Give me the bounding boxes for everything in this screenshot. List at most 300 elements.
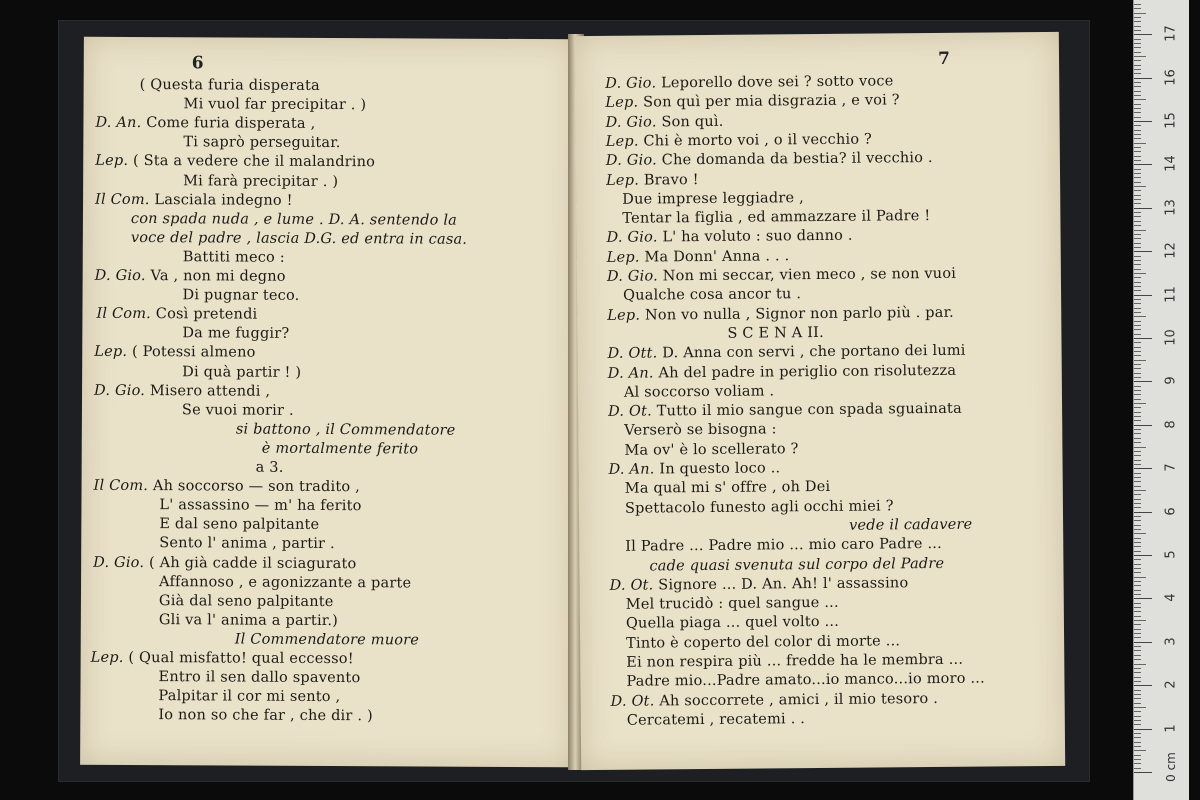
ruler-tick — [1134, 164, 1152, 165]
line-text: Ma qual mi s' offre , oh Dei — [624, 479, 831, 498]
ruler-tick — [1134, 672, 1141, 673]
right-page — [575, 32, 1065, 770]
ruler-tick — [1134, 43, 1141, 44]
ruler-tick — [1134, 17, 1141, 18]
ruler-tick — [1134, 134, 1141, 135]
ruler-tick — [1134, 125, 1141, 126]
ruler-cm-label: 14 — [1163, 155, 1179, 173]
ruler-tick — [1134, 564, 1141, 565]
text-line — [183, 287, 300, 305]
text-line — [610, 575, 909, 595]
ruler-cm-label: 13 — [1163, 199, 1179, 216]
speaker-name: Lep. — [605, 172, 644, 189]
ruler-cm-label: 9 — [1163, 376, 1179, 386]
line-text: vede il cadavere — [849, 516, 973, 534]
line-text: Va , non mi degno — [150, 268, 286, 285]
ruler-tick — [1134, 182, 1141, 183]
text-line — [605, 113, 723, 131]
text-line — [609, 460, 781, 478]
ruler-tick — [1134, 260, 1141, 261]
ruler-tick — [1134, 299, 1141, 300]
speaker-name: Lep. — [605, 133, 644, 150]
text-line — [91, 650, 354, 668]
line-text: Misero attendi , — [149, 382, 271, 400]
ruler-tick — [1134, 568, 1141, 569]
ruler-tick — [1134, 737, 1141, 738]
line-text: ( Qual misfatto! qual eccesso! — [128, 649, 354, 668]
ruler-tick — [1134, 468, 1152, 469]
line-text: Sento l' anima , partir . — [159, 535, 335, 553]
ruler-tick — [1134, 603, 1141, 604]
line-text: Il Commendatore muore — [234, 631, 420, 649]
line-text: Tutto il mio sangue con spada sguainata — [656, 400, 962, 420]
ruler-cm-label: 7 — [1163, 463, 1179, 472]
ruler-tick — [1134, 590, 1141, 591]
ruler-tick — [1134, 208, 1152, 209]
ruler-tick — [1134, 481, 1141, 482]
line-text: Mel trucidò : quel sangue ... — [625, 594, 839, 613]
ruler-tick — [1134, 685, 1152, 686]
speaker-name: D. An. — [608, 461, 660, 478]
line-text: Due imprese leggiadre , — [622, 189, 804, 208]
text-line — [624, 422, 777, 440]
ruler-tick — [1134, 334, 1141, 335]
ruler-tick — [1134, 711, 1141, 712]
ruler-tick — [1134, 173, 1141, 174]
text-line — [159, 516, 319, 534]
speaker-name: Lep. — [606, 249, 645, 266]
ruler-tick — [1134, 542, 1141, 543]
line-text: ( Questa furia disperata — [139, 77, 320, 94]
ruler-tick — [1134, 503, 1141, 504]
speaker-name: D. Gio. — [93, 554, 150, 571]
ruler-tick — [1134, 78, 1152, 79]
ruler-tick — [1134, 451, 1141, 452]
ruler-tick — [1134, 681, 1141, 682]
ruler-tick — [1134, 581, 1141, 582]
ruler-tick — [1134, 473, 1141, 474]
ruler-cm-label: 2 — [1163, 680, 1179, 689]
ruler-tick — [1134, 512, 1152, 513]
speaker-name: Lep. — [607, 307, 646, 324]
line-text: Non mi seccar, vien meco , se non vuoi — [662, 265, 957, 285]
line-text: è mortalmente ferito — [261, 440, 419, 458]
line-text: Palpitar il cor mi sento , — [158, 688, 341, 706]
ruler-tick — [1134, 34, 1152, 35]
speaker-name: Lep. — [90, 649, 129, 666]
speaker-name: D. Gio. — [605, 113, 662, 131]
text-line — [131, 230, 467, 249]
line-text: Mi farà precipitar . ) — [183, 172, 339, 190]
ruler-tick — [1134, 216, 1141, 217]
text-line — [94, 344, 255, 362]
ruler-cm-label: 6 — [1163, 506, 1179, 516]
ruler-tick — [1134, 664, 1146, 665]
line-text: Non vo nulla , Signor non parlo più . par. — [644, 304, 955, 324]
line-text: Tentar la figlia , ed ammazzare il Padre ! — [622, 208, 931, 227]
ruler-tick — [1134, 355, 1141, 356]
ruler-tick — [1134, 533, 1146, 534]
ruler-tick — [1134, 607, 1141, 608]
ruler-tick — [1134, 69, 1141, 70]
ruler-tick — [1134, 190, 1141, 191]
ruler-tick — [1134, 21, 1141, 22]
ruler-tick — [1134, 251, 1152, 252]
ruler-tick — [1134, 655, 1141, 656]
ruler-tick — [1134, 277, 1141, 278]
ruler-tick — [1134, 460, 1141, 461]
ruler-tick — [1134, 703, 1141, 704]
speaker-name: D. Ot. — [609, 577, 659, 594]
ruler-tick — [1134, 256, 1141, 257]
right-page-text — [575, 72, 1059, 729]
speaker-name: D. An. — [607, 364, 659, 382]
speaker-name: Il Com. — [95, 191, 155, 208]
text-line — [622, 190, 804, 209]
ruler-tick — [1134, 56, 1146, 57]
line-text: ( Sta a vedere che il malandrino — [132, 153, 376, 171]
ruler-tick — [1134, 624, 1141, 625]
ruler-tick — [1134, 4, 1141, 5]
ruler-tick — [1134, 364, 1141, 365]
text-line — [625, 536, 942, 556]
ruler-tick — [1134, 203, 1141, 204]
ruler-tick — [1134, 677, 1141, 678]
line-text: Che domanda da bestia? il vecchio . — [661, 150, 933, 169]
ruler-tick — [1134, 420, 1141, 421]
text-line — [159, 612, 338, 630]
ruler-cm-label: 16 — [1163, 68, 1179, 86]
ruler-cm-label: 12 — [1163, 242, 1179, 259]
speaker-name: Lep. — [94, 344, 133, 361]
text-line — [626, 633, 900, 652]
page-number-left: 6 — [191, 53, 204, 74]
ruler-tick — [1134, 520, 1141, 521]
ruler-tick — [1134, 151, 1141, 152]
ruler-tick — [1134, 399, 1141, 400]
line-text: Affannoso , e agonizzante a parte — [159, 573, 412, 592]
ruler-tick — [1134, 559, 1141, 560]
ruler-cm-label: 11 — [1163, 285, 1179, 303]
ruler-tick — [1134, 546, 1141, 547]
speaker-name: Il Com. — [93, 477, 153, 495]
ruler-tick — [1134, 594, 1141, 595]
line-text: Da me fuggir? — [182, 325, 290, 343]
ruler-tick — [1134, 768, 1141, 769]
line-text: Son quì per mia disgrazia , e voi ? — [643, 92, 900, 111]
line-text: cade quasi svenuta sul corpo del Padre — [649, 555, 945, 574]
line-text: Ma Donn' Anna . . . — [644, 247, 790, 266]
ruler-tick — [1134, 694, 1141, 695]
ruler-tick — [1134, 733, 1141, 734]
ruler-tick — [1134, 490, 1146, 491]
line-text: D. Anna con servi , che portano dei lumi — [662, 342, 966, 362]
ruler-tick — [1134, 112, 1141, 113]
ruler-tick — [1134, 433, 1141, 434]
speaker-name: Lep. — [95, 153, 134, 170]
ruler-tick — [1134, 303, 1141, 304]
ruler-tick — [1134, 143, 1146, 144]
text-line — [607, 248, 790, 267]
line-text: con spada nuda , e lume . D. A. sentendo la — [130, 210, 458, 229]
ruler-tick — [1134, 286, 1141, 287]
ruler-tick — [1134, 373, 1141, 374]
ruler-tick — [1134, 160, 1141, 161]
text-line — [158, 688, 340, 706]
text-line — [140, 77, 320, 95]
ruler-tick — [1134, 26, 1141, 27]
text-line — [94, 382, 270, 400]
speaker-name: D. Ott. — [607, 345, 663, 363]
ruler-tick — [1134, 620, 1146, 621]
ruler-tick — [1134, 186, 1146, 187]
line-text: L' ha voluto : suo danno . — [662, 228, 853, 246]
line-text: Verserò se bisogna : — [624, 421, 777, 440]
ruler-tick — [1134, 659, 1141, 660]
line-text: Leporello dove sei ? sotto voce — [660, 73, 894, 92]
line-text: Tinto è coperto del color di morte ... — [626, 632, 901, 652]
speaker-name: D. Gio. — [605, 152, 662, 170]
text-line — [606, 150, 933, 170]
text-line — [159, 574, 411, 592]
line-text: Il Padre ... Padre mio ... mio caro Padre ... — [625, 536, 942, 555]
text-line — [608, 401, 962, 421]
ruler-tick — [1134, 60, 1141, 61]
text-line — [607, 228, 853, 247]
ruler-tick — [1134, 447, 1146, 448]
ruler-tick — [1134, 642, 1152, 643]
line-text: Ah soccorrete , amici , il mio tesoro . — [659, 690, 939, 710]
text-line — [623, 286, 801, 305]
ruler-tick — [1134, 646, 1141, 647]
ruler-tick — [1134, 755, 1141, 756]
line-text: Ah soccorso — son tradito , — [152, 478, 360, 496]
measuring-ruler — [1133, 0, 1189, 800]
ruler-tick — [1134, 429, 1141, 430]
ruler-tick — [1134, 438, 1141, 439]
ruler-tick — [1134, 316, 1146, 317]
text-line — [183, 173, 338, 191]
ruler-tick — [1134, 269, 1141, 270]
ruler-tick — [1134, 147, 1141, 148]
ruler-tick — [1134, 338, 1152, 339]
ruler-tick — [1134, 425, 1152, 426]
ruler-tick — [1134, 108, 1141, 109]
ruler-tick — [1134, 555, 1152, 556]
text-line — [95, 115, 315, 133]
text-line — [608, 343, 966, 363]
ruler-tick — [1134, 121, 1152, 122]
ruler-tick — [1134, 486, 1141, 487]
line-text: ( Potessi almeno — [131, 344, 256, 362]
text-line — [159, 536, 335, 554]
line-text: Ei non respira più ... fredde ha le membra ... — [626, 651, 964, 671]
line-text: Come furia disperata , — [146, 115, 316, 133]
ruler-cm-label: 5 — [1163, 550, 1179, 559]
line-text: Signore ... D. An. Ah! l' assassino — [658, 575, 909, 594]
ruler-tick — [1134, 650, 1141, 651]
line-text: Entro il sen dallo spavento — [158, 669, 361, 687]
text-line — [262, 441, 419, 459]
line-text: Spettacolo funesto agli occhi miei ? — [624, 497, 894, 517]
ruler-zero-label: 0 cm — [1163, 752, 1178, 782]
ruler-tick — [1134, 386, 1141, 387]
ruler-tick — [1134, 516, 1141, 517]
ruler-tick — [1134, 455, 1141, 456]
ruler-tick — [1134, 177, 1141, 178]
ruler-tick — [1134, 195, 1141, 196]
ruler-tick — [1134, 30, 1141, 31]
ruler-tick — [1134, 507, 1141, 508]
ruler-tick — [1134, 442, 1141, 443]
line-text: Già dal seno palpitante — [158, 592, 334, 610]
ruler-tick — [1134, 377, 1141, 378]
line-text: Ma ov' è lo scellerato ? — [624, 440, 799, 459]
text-line — [95, 268, 286, 286]
ruler-tick — [1134, 538, 1141, 539]
text-line — [626, 652, 963, 672]
ruler-tick — [1134, 412, 1141, 413]
line-text: Son quì. — [661, 113, 724, 130]
line-text: Al soccorso voliam . — [623, 383, 775, 401]
ruler-tick — [1134, 360, 1146, 361]
ruler-tick — [1134, 629, 1141, 630]
line-text: Ah del padre in periglio con risolutezza — [658, 362, 957, 381]
ruler-cm-label: 1 — [1163, 723, 1179, 733]
ruler-tick — [1134, 477, 1141, 478]
ruler-tick — [1134, 39, 1141, 40]
ruler-tick — [1134, 499, 1141, 500]
ruler-tick — [1134, 698, 1141, 699]
line-text: voce del padre , lascia D.G. ed entra in casa. — [130, 229, 468, 248]
ruler-cm-label: 3 — [1163, 637, 1179, 646]
ruler-tick — [1134, 750, 1146, 751]
ruler-tick — [1134, 390, 1141, 391]
ruler-tick — [1134, 230, 1146, 231]
text-line — [183, 135, 340, 153]
line-text: Chi è morto voi , o il vecchio ? — [643, 131, 873, 150]
line-text: Di pugnar teco. — [182, 287, 300, 304]
line-text: In questo loco .. — [659, 460, 781, 478]
text-line — [849, 517, 972, 535]
ruler-tick — [1134, 290, 1141, 291]
text-line — [624, 441, 798, 460]
ruler-tick — [1134, 529, 1141, 530]
line-text: Ti saprò perseguitar. — [183, 134, 341, 152]
text-line — [727, 325, 824, 343]
text-line — [625, 498, 894, 517]
ruler-tick — [1134, 407, 1141, 408]
ruler-tick — [1134, 247, 1141, 248]
ruler-tick — [1134, 117, 1141, 118]
text-line — [649, 555, 944, 575]
ruler-tick — [1134, 312, 1141, 313]
text-line — [182, 364, 301, 382]
ruler-tick — [1134, 381, 1152, 382]
ruler-tick — [1134, 329, 1141, 330]
ruler-tick — [1134, 394, 1141, 395]
text-line — [95, 191, 293, 209]
line-text: L' assassino — m' ha ferito — [159, 497, 362, 515]
ruler-tick — [1134, 47, 1141, 48]
ruler-cm-label: 17 — [1163, 25, 1179, 42]
text-line — [94, 478, 360, 496]
ruler-tick — [1134, 130, 1141, 131]
ruler-tick — [1134, 99, 1146, 100]
line-text: Se vuoi morir . — [181, 401, 294, 419]
line-text: Mi vuol far precipitar . ) — [183, 96, 367, 114]
speaker-name: D. Gio. — [606, 268, 663, 285]
text-line — [96, 306, 257, 324]
line-text: Bravo ! — [643, 171, 699, 189]
ruler-tick — [1134, 65, 1141, 66]
ruler-tick — [1134, 13, 1146, 14]
ruler-tick — [1134, 763, 1141, 764]
ruler-tick — [1134, 716, 1141, 717]
ruler-tick — [1134, 342, 1141, 343]
ruler-tick — [1134, 91, 1141, 92]
ruler-tick — [1134, 598, 1152, 599]
line-text: Io non so che far , che dir . ) — [158, 707, 373, 725]
ruler-tick — [1134, 86, 1141, 87]
ruler-tick — [1134, 707, 1146, 708]
ruler-tick — [1134, 464, 1141, 465]
text-line — [236, 421, 456, 439]
text-line — [159, 669, 361, 687]
ruler-tick — [1134, 138, 1141, 139]
ruler-tick — [1134, 368, 1141, 369]
text-line — [607, 304, 954, 324]
text-line — [95, 153, 375, 171]
text-line — [622, 208, 930, 228]
ruler-cm-label: 4 — [1163, 593, 1179, 603]
text-line — [184, 96, 367, 114]
line-text: Così pretendi — [155, 306, 258, 323]
line-text: E dal seno palpitante — [159, 516, 320, 534]
line-text: a 3. — [255, 459, 284, 476]
ruler-tick — [1134, 273, 1146, 274]
ruler-tick — [1134, 577, 1146, 578]
ruler-tick — [1134, 8, 1141, 9]
ruler-tick — [1134, 264, 1141, 265]
text-line — [131, 211, 457, 230]
ruler-tick — [1134, 724, 1141, 725]
speaker-name: Il Com. — [96, 305, 156, 323]
ruler-tick — [1134, 82, 1141, 83]
ruler-tick — [1134, 199, 1141, 200]
ruler-tick — [1134, 759, 1141, 760]
ruler-tick — [1134, 95, 1141, 96]
text-line — [627, 711, 805, 730]
ruler-tick — [1134, 221, 1141, 222]
ruler-cm-label: 8 — [1163, 420, 1179, 429]
line-text: S C E N A II. — [727, 324, 824, 342]
ruler-tick — [1134, 720, 1141, 721]
ruler-tick — [1134, 234, 1141, 235]
ruler-tick — [1134, 52, 1141, 53]
ruler-tick — [1134, 729, 1152, 730]
text-line — [159, 593, 334, 611]
ruler-tick — [1134, 585, 1141, 586]
ruler-tick — [1134, 225, 1141, 226]
text-line — [611, 691, 939, 711]
text-line — [183, 249, 285, 267]
text-line — [256, 460, 284, 477]
ruler-tick — [1134, 169, 1141, 170]
ruler-tick — [1134, 104, 1141, 105]
text-line — [182, 326, 289, 344]
line-text: Quella piaga ... quel volto ... — [625, 614, 840, 633]
